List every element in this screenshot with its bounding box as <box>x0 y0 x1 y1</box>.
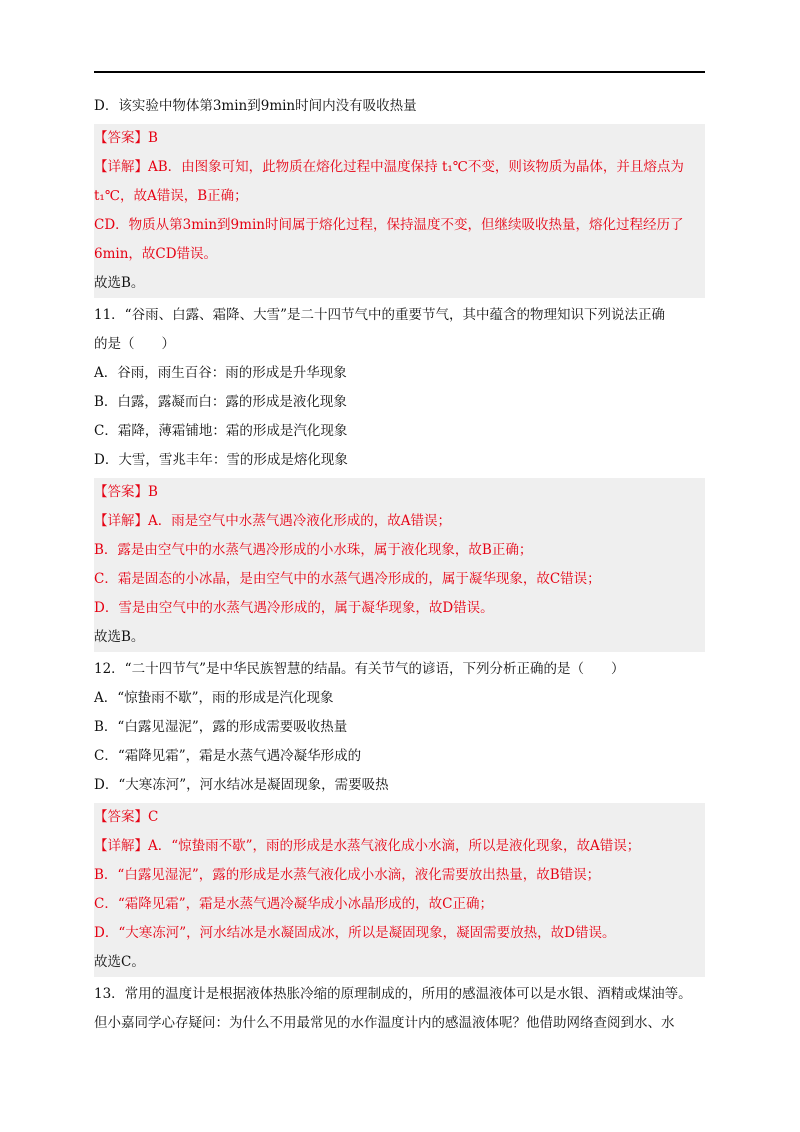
prev-detail-line: 【详解】AB．由图象可知，此物质在熔化过程中温度保持 t₁℃不变，则该物质为晶体，并且熔点为 <box>94 159 684 175</box>
prev-detail-line: t₁℃，故A错误，B正确； <box>94 188 248 204</box>
prev-option-d: D．该实验中物体第3min到9min时间内没有吸收热量 <box>94 98 417 114</box>
q12-answer-box <box>94 803 705 977</box>
q11-conclusion: 故选B。 <box>94 629 145 645</box>
q11-detail-line: C．霜是固态的小冰晶，是由空气中的水蒸气遇冷形成的，属于凝华现象，故C错误； <box>94 571 601 587</box>
q11-stem: 的是（ ） <box>94 336 175 352</box>
q13-stem: 但小嘉同学心存疑问：为什么不用最常见的水作温度计内的感温液体呢？他借助网络查阅到水、水 <box>94 1015 675 1031</box>
q12-option-d: D．“大寒冻河”，河水结冰是凝固现象，需要吸热 <box>94 777 389 793</box>
prev-detail-line: CD．物质从第3min到9min时间属于熔化过程，保持温度不变，但继续吸收热量，熔化过程经历了 <box>94 217 684 233</box>
q12-detail-line: C．“霜降见霜”，霜是水蒸气遇冷凝华成小冰晶形成的，故C正确； <box>94 896 493 912</box>
q11-answer-label: 【答案】B <box>94 484 158 500</box>
q12-option-b: B．“白露见湿泥”，露的形成需要吸收热量 <box>94 719 348 735</box>
q11-option-b: B．白露，露凝而白：露的形成是液化现象 <box>94 394 347 410</box>
prev-conclusion: 故选B。 <box>94 275 145 291</box>
prev-detail-line: 6min，故CD错误。 <box>94 246 218 262</box>
q11-detail-line: B．露是由空气中的水蒸气遇冷形成的小水珠，属于液化现象，故B正确； <box>94 542 533 558</box>
q12-detail-line: D．“大寒冻河”，河水结冰是水凝固成冰，所以是凝固现象，凝固需要放热，故D错误。 <box>94 925 616 941</box>
q11-option-a: A．谷雨，雨生百谷：雨的形成是升华现象 <box>94 365 347 381</box>
q11-option-c: C．霜降，薄霜铺地：霜的形成是汽化现象 <box>94 423 348 439</box>
prev-answer-box <box>94 124 705 298</box>
q12-option-a: A．“惊蛰雨不歇”，雨的形成是汽化现象 <box>94 690 334 706</box>
q11-detail-line: 【详解】A．雨是空气中水蒸气遇冷液化形成的，故A错误； <box>94 513 451 529</box>
q12-conclusion: 故选C。 <box>94 954 145 970</box>
q11-detail-line: D．雪是由空气中的水蒸气遇冷形成的，属于凝华现象，故D错误。 <box>94 600 494 616</box>
q12-answer-label: 【答案】C <box>94 809 159 825</box>
q12-stem: 12．“二十四节气”是中华民族智慧的结晶。有关节气的谚语，下列分析正确的是（ ） <box>94 661 625 677</box>
q11-answer-box <box>94 478 705 652</box>
q12-detail-line: B．“白露见湿泥”，露的形成是水蒸气液化成小水滴，液化需要放出热量，故B错误； <box>94 867 601 883</box>
q13-stem: 13．常用的温度计是根据液体热胀冷缩的原理制成的，所用的感温液体可以是水银、酒精或煤油等。 <box>94 986 692 1002</box>
prev-answer-label: 【答案】B <box>94 130 158 146</box>
page-content <box>94 92 705 1038</box>
q11-option-d: D．大雪，雪兆丰年：雪的形成是熔化现象 <box>94 452 348 468</box>
q11-stem: 11．“谷雨、白露、霜降、大雪”是二十四节气中的重要节气，其中蕴含的物理知识下列说法正确 <box>94 307 665 323</box>
header-rule <box>94 71 705 73</box>
q12-option-c: C．“霜降见霜”，霜是水蒸气遇冷凝华形成的 <box>94 748 362 764</box>
q12-detail-line: 【详解】A．“惊蛰雨不歇”，雨的形成是水蒸气液化成小水滴，所以是液化现象，故A错误； <box>94 838 641 854</box>
